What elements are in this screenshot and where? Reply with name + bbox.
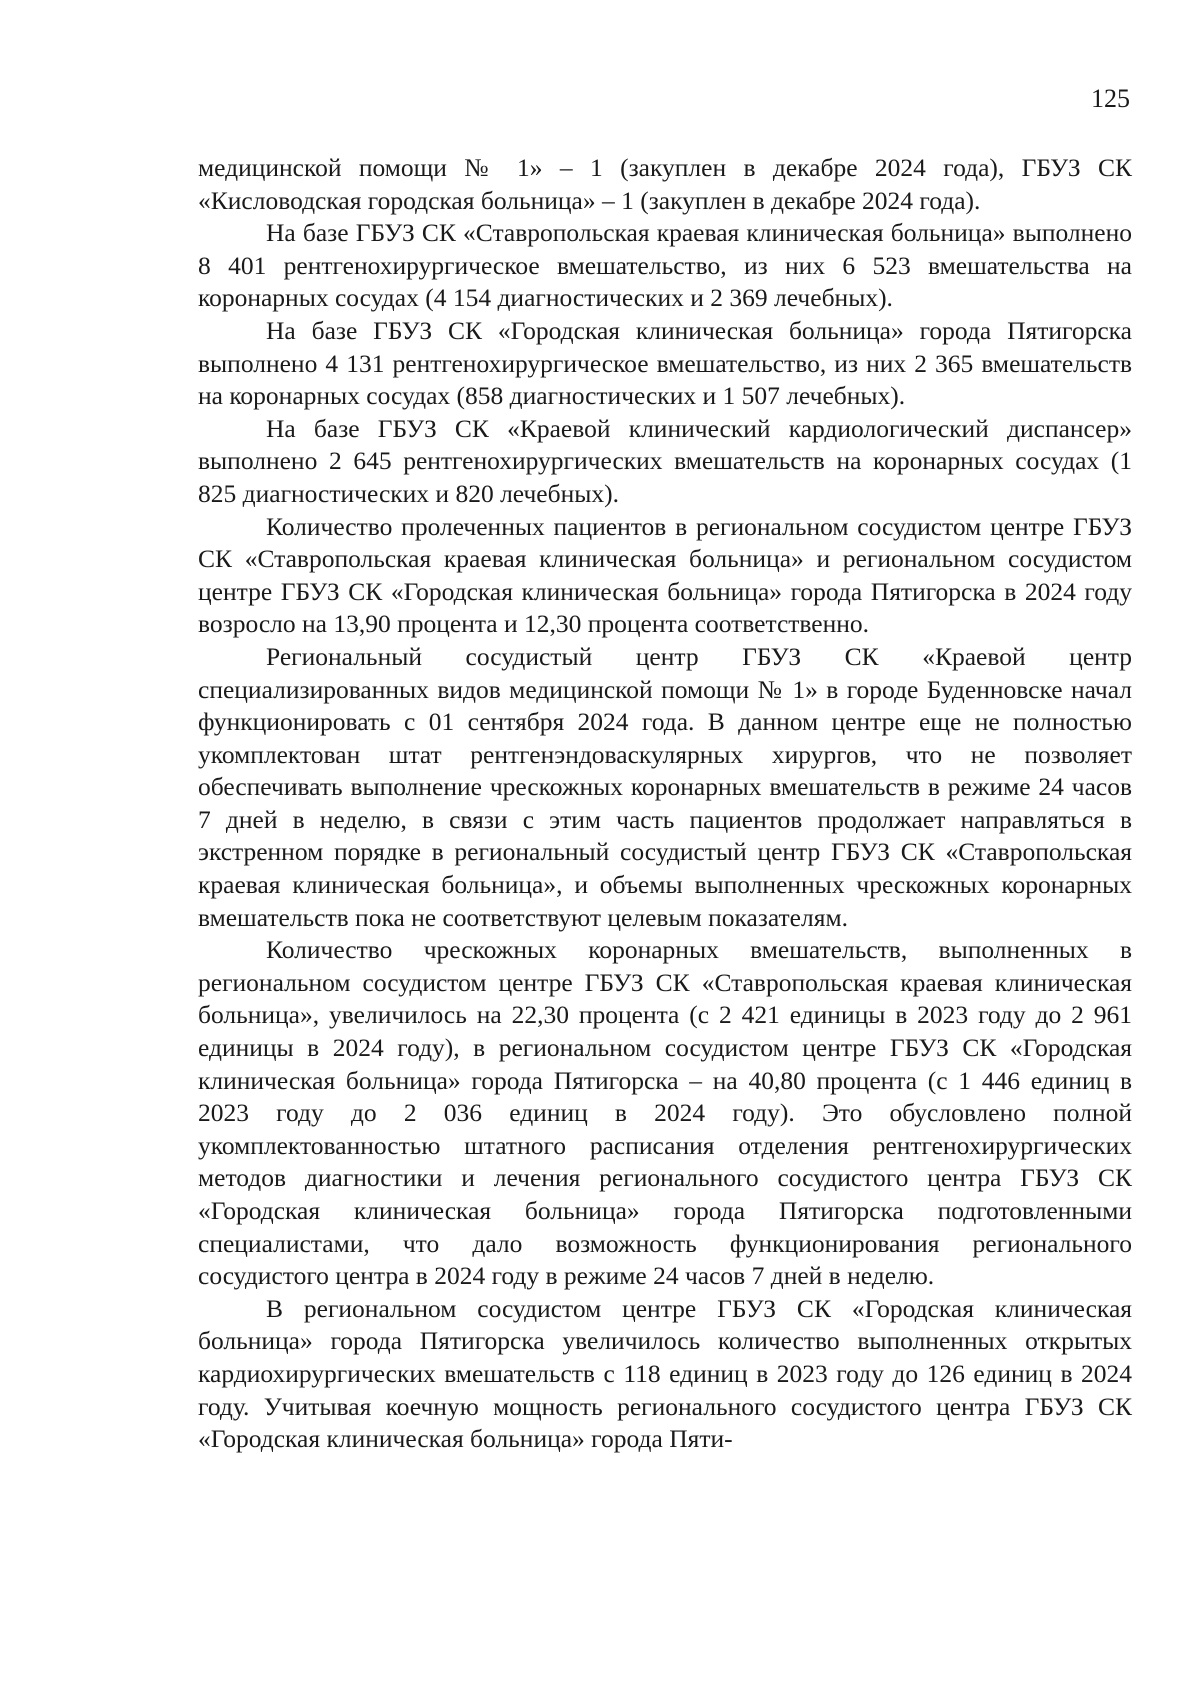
paragraph: На базе ГБУЗ СК «Ставропольская краевая клиническая больница» выполнено 8 401 рентгенохирургическое вмешательство, из них 6 523 вмешательства на коронарных сосудах (4 154 диагностических и 2 369 лечебных). xyxy=(198,218,1132,313)
page-number: 125 xyxy=(1091,84,1130,113)
document-body xyxy=(198,152,1132,1456)
paragraph: На базе ГБУЗ СК «Городская клиническая больница» города Пятигорска выполнено 4 131 рентгенохирургическое вмешательство, из них 2 365 вмешательств на коронарных сосудах (858 диагностических и 1 507 лечебных). xyxy=(198,315,1132,411)
paragraph: Количество пролеченных пациентов в региональном сосудистом центре ГБУЗ СК «Ставропольская краевая клиническая больница» и региональном сосудистом центре ГБУЗ СК «Городская клиническая больница» города Пятигорска в 2024 году возросло на 13,90 процента и 12,30 процента соответственно. xyxy=(198,511,1132,639)
paragraph: В региональном сосудистом центре ГБУЗ СК «Городская клиническая больница» города Пятигорска увеличилось количество выполненных открытых кардиохирургических вмешательств с 118 единиц в 2023 году до 126 единиц в 2024 году. Учитывая коечную мощность регионального сосудистого центра ГБУЗ СК «Городская клиническая больница» города Пяти- xyxy=(198,1293,1132,1454)
paragraph-continuation: медицинской помощи № 1» – 1 (закуплен в декабре 2024 года), ГБУЗ СК «Кисловодская городская больница» – 1 (закуплен в декабре 2024 года). xyxy=(198,153,1132,215)
paragraph: Региональный сосудистый центр ГБУЗ СК «Краевой центр специализированных видов медицинской помощи № 1» в городе Буденновске начал функционировать с 01 сентября 2024 года. В данном центре еще не полностью укомплектован штат рентгенэндоваскулярных хирургов, что не позволяет обеспечивать выполнение чрескожных коронарных вмешательств в режиме 24 часов 7 дней в неделю, в связи с этим часть пациентов продолжает направляться в экстренном порядке в региональный сосудистый центр ГБУЗ СК «Ставропольская краевая клиническая больница», и объемы выполненных чрескожных коронарных вмешательств пока не соответствуют целевым показателям. xyxy=(198,641,1132,932)
paragraph: На базе ГБУЗ СК «Краевой клинический кардиологический диспансер» выполнено 2 645 рентгенохирургических вмешательств на коронарных сосудах (1 825 диагностических и 820 лечебных). xyxy=(198,413,1132,508)
paragraph: Количество чрескожных коронарных вмешательств, выполненных в региональном сосудистом центре ГБУЗ СК «Ставропольская краевая клиническая больница», увеличилось на 22,30 процента (с 2 421 единицы в 2023 году до 2 961 единицы в 2024 году), в региональном сосудистом центре ГБУЗ СК «Городская клиническая больница» города Пятигорска – на 40,80 процента (с 1 446 единиц в 2023 году до 2 036 единиц в 2024 году). Это обусловлено полной укомплектованностью штатного расписания отделения рентгенохирургических методов диагностики и лечения регионального сосудистого центра ГБУЗ СК «Городская клиническая больница» города Пятигорска подготовленными специалистами, что дало возможность функционирования регионального сосудистого центра в 2024 году в режиме 24 часов 7 дней в неделю. xyxy=(198,935,1132,1291)
